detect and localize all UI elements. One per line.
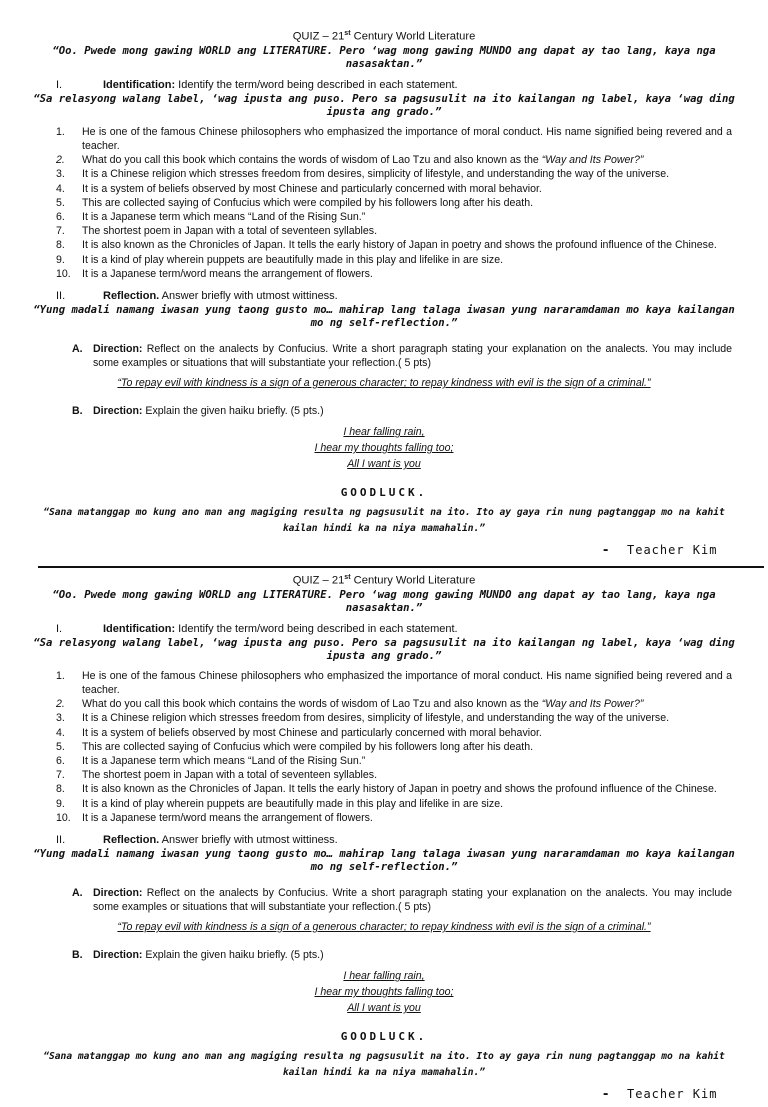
question-number: 1. (56, 125, 65, 138)
section-identification (0, 79, 768, 93)
question-text: It is also known as the Chronicles of Japan. It tells the early history of Japan in poetry and shows the profound influence of the Chinese. (82, 239, 717, 252)
question-text: It is a system of beliefs observed by most Chinese and particularly concerned with moral behavior. (82, 182, 542, 195)
question-item (0, 754, 768, 768)
question-text: This are collected saying of Confucius which were compiled by his followers long after his death. (82, 740, 534, 753)
teacher-name: Teacher Kim (627, 542, 718, 557)
goodluck-heading: GOODLUCK. (340, 485, 428, 499)
signature (0, 1084, 768, 1107)
question-text: He is one of the famous Chinese philosophers who emphasized the importance of moral conduct. His name signified being revered and a teacher. (82, 669, 732, 696)
question-text: It is a Japanese term/word means the arrangement of flowers. (82, 811, 373, 824)
question-number: 2. (56, 154, 65, 167)
question-text: He is one of the famous Chinese philosophers who emphasized the importance of moral conduct. His name signified being revered and a teacher. (82, 125, 732, 152)
question-item (0, 782, 768, 796)
identification-quote: “Sa relasyong walang label, ‘wag ipusta ang puso. Pero sa pagsusulit na ito kailangan ng label, kaya ‘wag ding ipusta ang grado.” (33, 92, 735, 118)
question-emphasis: “Way and Its Power?” (541, 154, 644, 167)
quiz-page-bottom (0, 570, 768, 1107)
question-text: It is also known as the Chronicles of Japan. It tells the early history of Japan in poetry and shows the profound influence of the Chinese. (82, 783, 717, 796)
question-number: 6. (56, 754, 65, 767)
question-text: It is a Chinese religion which stresses freedom from desires, simplicity of lifestyle, and understanding the way of the universe. (82, 168, 670, 181)
question-text: It is a kind of play wherein puppets are beautifully made in this play and lifelike in are size. (82, 797, 504, 810)
question-number: 7. (56, 225, 65, 238)
confucius-quote: “To repay evil with kindness is a sign of a generous character; to repay kindness with evil is the sign of a criminal.” (117, 376, 651, 389)
identification-quote: “Sa relasyong walang label, ‘wag ipusta ang puso. Pero sa pagsusulit na ito kailangan ng label, kaya ‘wag ding ipusta ang grado.” (33, 636, 735, 662)
confucius-quote: “To repay evil with kindness is a sign of a generous character; to repay kindness with evil is the sign of a criminal.” (117, 920, 651, 933)
section-instruction: Reflection. Answer briefly with utmost wittiness. (103, 289, 338, 302)
opening-quote: “Oo. Pwede mong gawing WORLD ang LITERATURE. Pero ‘wag mong gawing MUNDO ang dapat ay tao lang, kaya nga nasasaktan.” (52, 44, 716, 70)
question-item (0, 125, 768, 153)
question-number: 3. (56, 712, 65, 725)
reflection-quote: “Yung madali namang iwasan yung taong gusto mo… mahirap lang talaga iwasan yung nararamdaman mo kaya kailangan mo ng self-reflection.” (33, 847, 735, 873)
question-item (0, 238, 768, 252)
question-text: It is a Japanese term/word means the arrangement of flowers. (82, 267, 373, 280)
haiku-line: I hear my thoughts falling too; (314, 985, 454, 998)
closing-quote: “Sana matanggap mo kung ano man ang magiging resulta ng pagsusulit na ito. Ito ay gaya rin nung pagtanggap mo na kahit kailan hindi ka na niya mamahalin.” (43, 506, 725, 534)
question-item (0, 210, 768, 224)
question-item (0, 224, 768, 238)
goodluck-heading: GOODLUCK. (340, 1029, 428, 1043)
haiku-poem (0, 424, 768, 472)
haiku-line: I hear falling rain, (343, 969, 425, 982)
signature-dash: - (603, 1084, 609, 1102)
question-number: 8. (56, 239, 65, 252)
question-item (0, 797, 768, 811)
question-number: 6. (56, 210, 65, 223)
direction-b: B. Direction: Explain the given haiku briefly. (5 pts.) (72, 948, 324, 961)
question-item (0, 711, 768, 725)
section-number: I. (56, 622, 63, 635)
question-number: 9. (56, 253, 65, 266)
direction-b: B. Direction: Explain the given haiku briefly. (5 pts.) (72, 404, 324, 417)
section-instruction: Identification: Identify the term/word being described in each statement. (103, 622, 458, 635)
direction-a: A. Direction: Reflect on the analects by Confucius. Write a short paragraph stating your explanation on the analects. You may include some examples or situations that will substantiate your reflection.( 5 pts) (72, 342, 732, 369)
question-text: This are collected saying of Confucius which were compiled by his followers long after his death. (82, 196, 534, 209)
haiku-poem (0, 968, 768, 1016)
question-number: 1. (56, 669, 65, 682)
question-item (0, 253, 768, 267)
identification-list (0, 125, 768, 281)
direction-a: A. Direction: Reflect on the analects by Confucius. Write a short paragraph stating your explanation on the analects. You may include some examples or situations that will substantiate your reflection.( 5 pts) (72, 886, 732, 913)
question-number: 10. (56, 267, 71, 280)
section-instruction: Reflection. Answer briefly with utmost wittiness. (103, 833, 338, 846)
question-text: The shortest poem in Japan with a total of seventeen syllables. (82, 225, 378, 238)
signature (0, 540, 768, 563)
question-emphasis: “Way and Its Power?” (541, 698, 644, 711)
section-number: II. (56, 833, 66, 846)
question-text: It is a kind of play wherein puppets are beautifully made in this play and lifelike in are size. (82, 253, 504, 266)
question-item (0, 740, 768, 754)
haiku-line: All I want is you (347, 1001, 421, 1014)
question-number: 8. (56, 783, 65, 796)
teacher-name: Teacher Kim (627, 1086, 718, 1101)
closing-quote: “Sana matanggap mo kung ano man ang magiging resulta ng pagsusulit na ito. Ito ay gaya rin nung pagtanggap mo na kahit kailan hindi ka na niya mamahalin.” (43, 1050, 725, 1078)
section-reflection (0, 834, 768, 848)
question-text: The shortest poem in Japan with a total of seventeen syllables. (82, 769, 378, 782)
question-number: 10. (56, 811, 71, 824)
question-text: It is a Japanese term which means “Land of the Rising Sun.” (82, 210, 366, 223)
question-number: 4. (56, 726, 65, 739)
quiz-title: QUIZ – 21st Century World Literature (292, 574, 476, 587)
question-number: 7. (56, 769, 65, 782)
question-text: It is a system of beliefs observed by most Chinese and particularly concerned with moral behavior. (82, 726, 542, 739)
reflection-quote: “Yung madali namang iwasan yung taong gusto mo… mahirap lang talaga iwasan yung nararamdaman mo kaya kailangan mo ng self-reflection.” (33, 303, 735, 329)
question-text: It is a Chinese religion which stresses freedom from desires, simplicity of lifestyle, and understanding the way of the universe. (82, 712, 670, 725)
question-number: 4. (56, 182, 65, 195)
signature-dash: - (603, 540, 609, 558)
question-item (0, 726, 768, 740)
question-item (0, 768, 768, 782)
section-instruction: Identification: Identify the term/word being described in each statement. (103, 78, 458, 91)
question-item (0, 267, 768, 281)
question-number: 9. (56, 797, 65, 810)
question-text: What do you call this book which contains the words of wisdom of Lao Tzu and also known as the (82, 154, 542, 167)
question-number: 5. (56, 740, 65, 753)
question-number: 2. (56, 698, 65, 711)
section-reflection (0, 290, 768, 304)
question-number: 3. (56, 168, 65, 181)
question-item (0, 669, 768, 697)
section-identification (0, 623, 768, 637)
section-number: II. (56, 289, 66, 302)
quiz-title: QUIZ – 21st Century World Literature (292, 30, 476, 43)
question-text: What do you call this book which contains the words of wisdom of Lao Tzu and also known as the (82, 698, 542, 711)
question-item (0, 153, 768, 167)
question-text: It is a Japanese term which means “Land of the Rising Sun.” (82, 754, 366, 767)
haiku-line: All I want is you (347, 457, 421, 470)
opening-quote: “Oo. Pwede mong gawing WORLD ang LITERATURE. Pero ‘wag mong gawing MUNDO ang dapat ay tao lang, kaya nga nasasaktan.” (52, 588, 716, 614)
question-item (0, 196, 768, 210)
question-number: 5. (56, 196, 65, 209)
identification-list (0, 669, 768, 825)
question-item (0, 811, 768, 825)
question-item (0, 167, 768, 181)
section-number: I. (56, 78, 63, 91)
haiku-line: I hear my thoughts falling too; (314, 441, 454, 454)
haiku-line: I hear falling rain, (343, 425, 425, 438)
page-divider (38, 566, 764, 568)
question-item (0, 697, 768, 711)
question-item (0, 182, 768, 196)
quiz-page-top (0, 26, 768, 563)
